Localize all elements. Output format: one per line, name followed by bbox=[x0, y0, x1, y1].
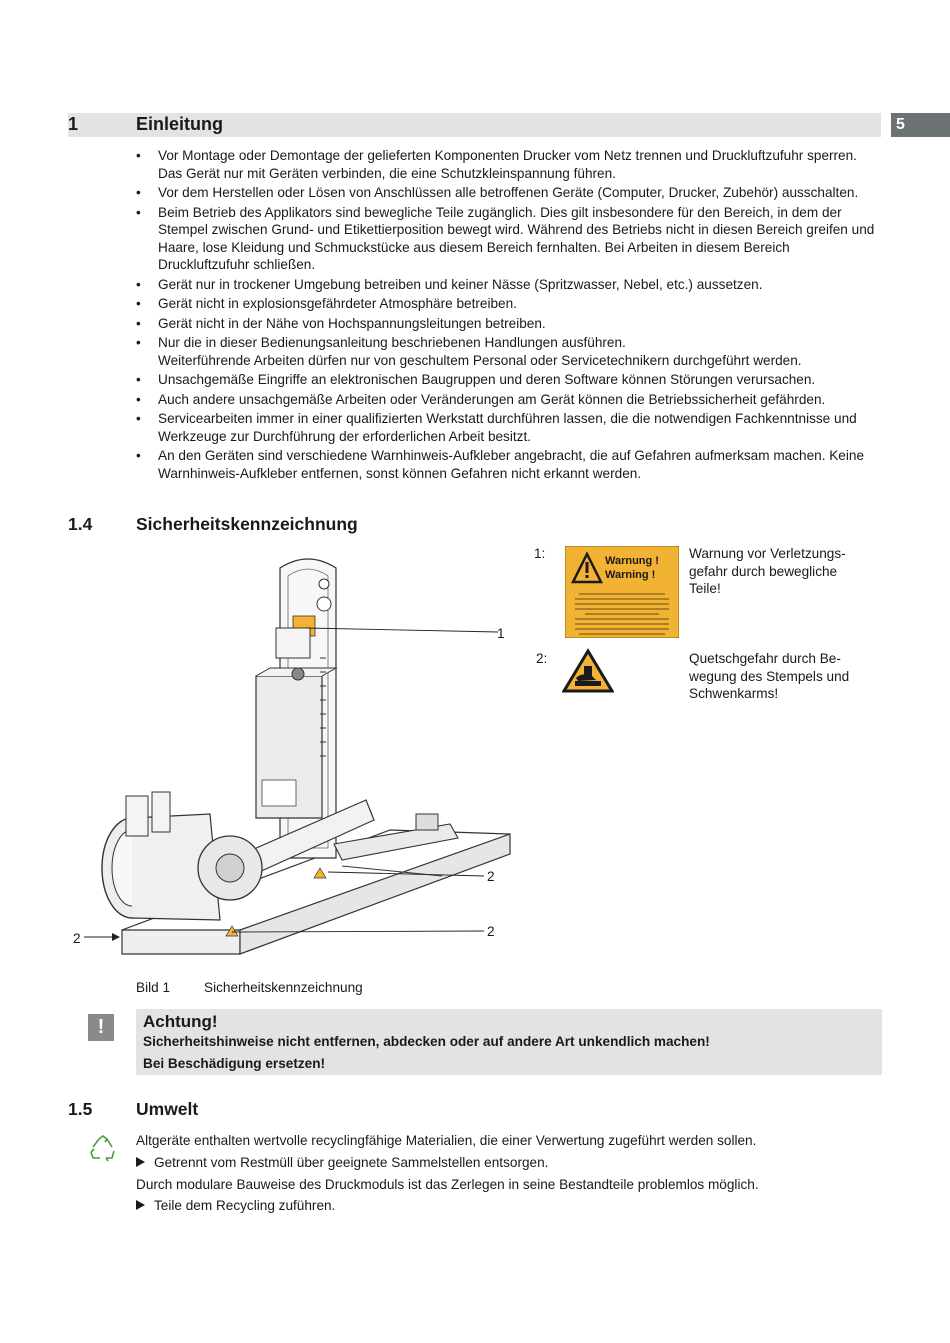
crush-hazard-icon bbox=[562, 648, 614, 694]
callout-2: 2 bbox=[73, 931, 81, 946]
safety-item: • Gerät nicht in der Nähe von Hochspannungsleitungen betreiben. bbox=[136, 315, 876, 333]
legend-text: Quetschgefahr durch Be- wegung des Stempels und Schwenkarms! bbox=[689, 651, 850, 701]
environment-paragraph: Durch modulare Bauweise des Druckmoduls ist das Zerlegen in seine Bestandteile problemlos möglich. bbox=[136, 1177, 759, 1192]
callout-1: 1 bbox=[497, 626, 505, 641]
warning-line-1: Sicherheitshinweise nicht entfernen, abdecken oder auf andere Art unkendlich machen! bbox=[143, 1034, 710, 1049]
safety-item: • An den Geräten sind verschiedene Warnhinweis-Aufkleber angebracht, die auf Gefahren aufmerksam machen. Keine Warnhinweis-Aufkleber entfernen, sonst können Gefahren nicht erkannt werden. bbox=[136, 447, 876, 482]
section-number: 1.5 bbox=[68, 1099, 93, 1119]
legend-text: Warnung vor Verletzungs- gefahr durch bewegliche Teile! bbox=[689, 546, 846, 596]
safety-list bbox=[136, 147, 876, 484]
callout-2: 2 bbox=[487, 924, 495, 939]
warning-line-2: Bei Beschädigung ersetzen! bbox=[143, 1056, 326, 1071]
safety-item: • Gerät nicht in explosionsgefährdeter Atmosphäre betreiben. bbox=[136, 295, 876, 313]
section-title: Sicherheitskennzeichnung bbox=[136, 514, 358, 534]
safety-item: • Vor dem Herstellen oder Lösen von Anschlüssen alle betroffenen Geräte (Computer, Drucker, Zubehör) ausschalten. bbox=[136, 184, 876, 202]
figure-caption-text: Sicherheitskennzeichnung bbox=[204, 980, 363, 995]
callout-2: 2 bbox=[487, 869, 495, 884]
label-text-de: Warnung ! bbox=[605, 555, 659, 567]
safety-item: • Gerät nur in trockener Umgebung betreiben und keiner Nässe (Spritzwasser, Nebel, etc.) aussetzen. bbox=[136, 276, 876, 294]
section-number: 1.4 bbox=[68, 514, 93, 534]
recycling-icon bbox=[88, 1134, 118, 1164]
legend-number: 1: bbox=[534, 546, 546, 561]
legend-number: 2: bbox=[536, 651, 548, 666]
arrow-right-icon bbox=[136, 1157, 145, 1167]
environment-paragraph: Altgeräte enthalten wertvolle recyclingfähige Materialien, die einer Verwertung zugeführt werden sollen. bbox=[136, 1133, 757, 1148]
arrow-right-icon bbox=[136, 1200, 145, 1210]
label-text-en: Warning ! bbox=[605, 569, 656, 581]
safety-item: • Beim Betrieb des Applikators sind bewegliche Teile zugänglich. Dies gilt insbesondere für den Bereich, in dem der Stempel zwischen Grund- und Etikettierposition bewegt wird. Während des Betriebs nicht in diesen Bereich greifen und Haare, lose Kleidung und Schmuckstücke aus diesem Bereich fernhalten. Bei Arbeiten in diesem Bereich Druckluftzufuhr schließen. bbox=[136, 204, 876, 274]
environment-action: Getrennt vom Restmüll über geeignete Sammelstellen entsorgen. bbox=[136, 1155, 548, 1170]
warning-title: Achtung! bbox=[143, 1012, 218, 1031]
page-number: 5 bbox=[896, 116, 905, 133]
page-number-tab bbox=[891, 113, 950, 137]
safety-item: • Auch andere unsachgemäße Arbeiten oder Veränderungen am Gerät können die Betriebssicherheit gefährden. bbox=[136, 391, 876, 409]
safety-item: • Nur die in dieser Bedienungsanleitung beschriebenen Handlungen ausführen. Weiterführende Arbeiten dürfen nur von geschultem Personal oder Servicetechnikern durchgeführt werden. bbox=[136, 334, 876, 369]
safety-item: • Servicearbeiten immer in einer qualifizierten Werkstatt durchführen lassen, die die notwendigen Fachkenntnisse und Werkzeuge zur Durchführung der erforderlichen Arbeit besitzt. bbox=[136, 410, 876, 445]
chapter-title: Einleitung bbox=[136, 114, 223, 134]
safety-item: • Unsachgemäße Eingriffe an elektronischen Baugruppen und deren Software können Störungen verursachen. bbox=[136, 371, 876, 389]
environment-action: Teile dem Recycling zuführen. bbox=[136, 1198, 335, 1213]
applicator-figure bbox=[70, 548, 530, 968]
exclamation-icon: ! bbox=[88, 1014, 114, 1041]
figure-caption-label: Bild 1 bbox=[136, 980, 171, 995]
section-title: Umwelt bbox=[136, 1099, 199, 1119]
chapter-number: 1 bbox=[68, 114, 79, 134]
safety-item: • Vor Montage oder Demontage der gelieferten Komponenten Drucker vom Netz trennen und Druckluftzufuhr sperren. Das Gerät nur mit Geräten verbinden, die eine Schutzkleinspannung führen. bbox=[136, 147, 876, 182]
